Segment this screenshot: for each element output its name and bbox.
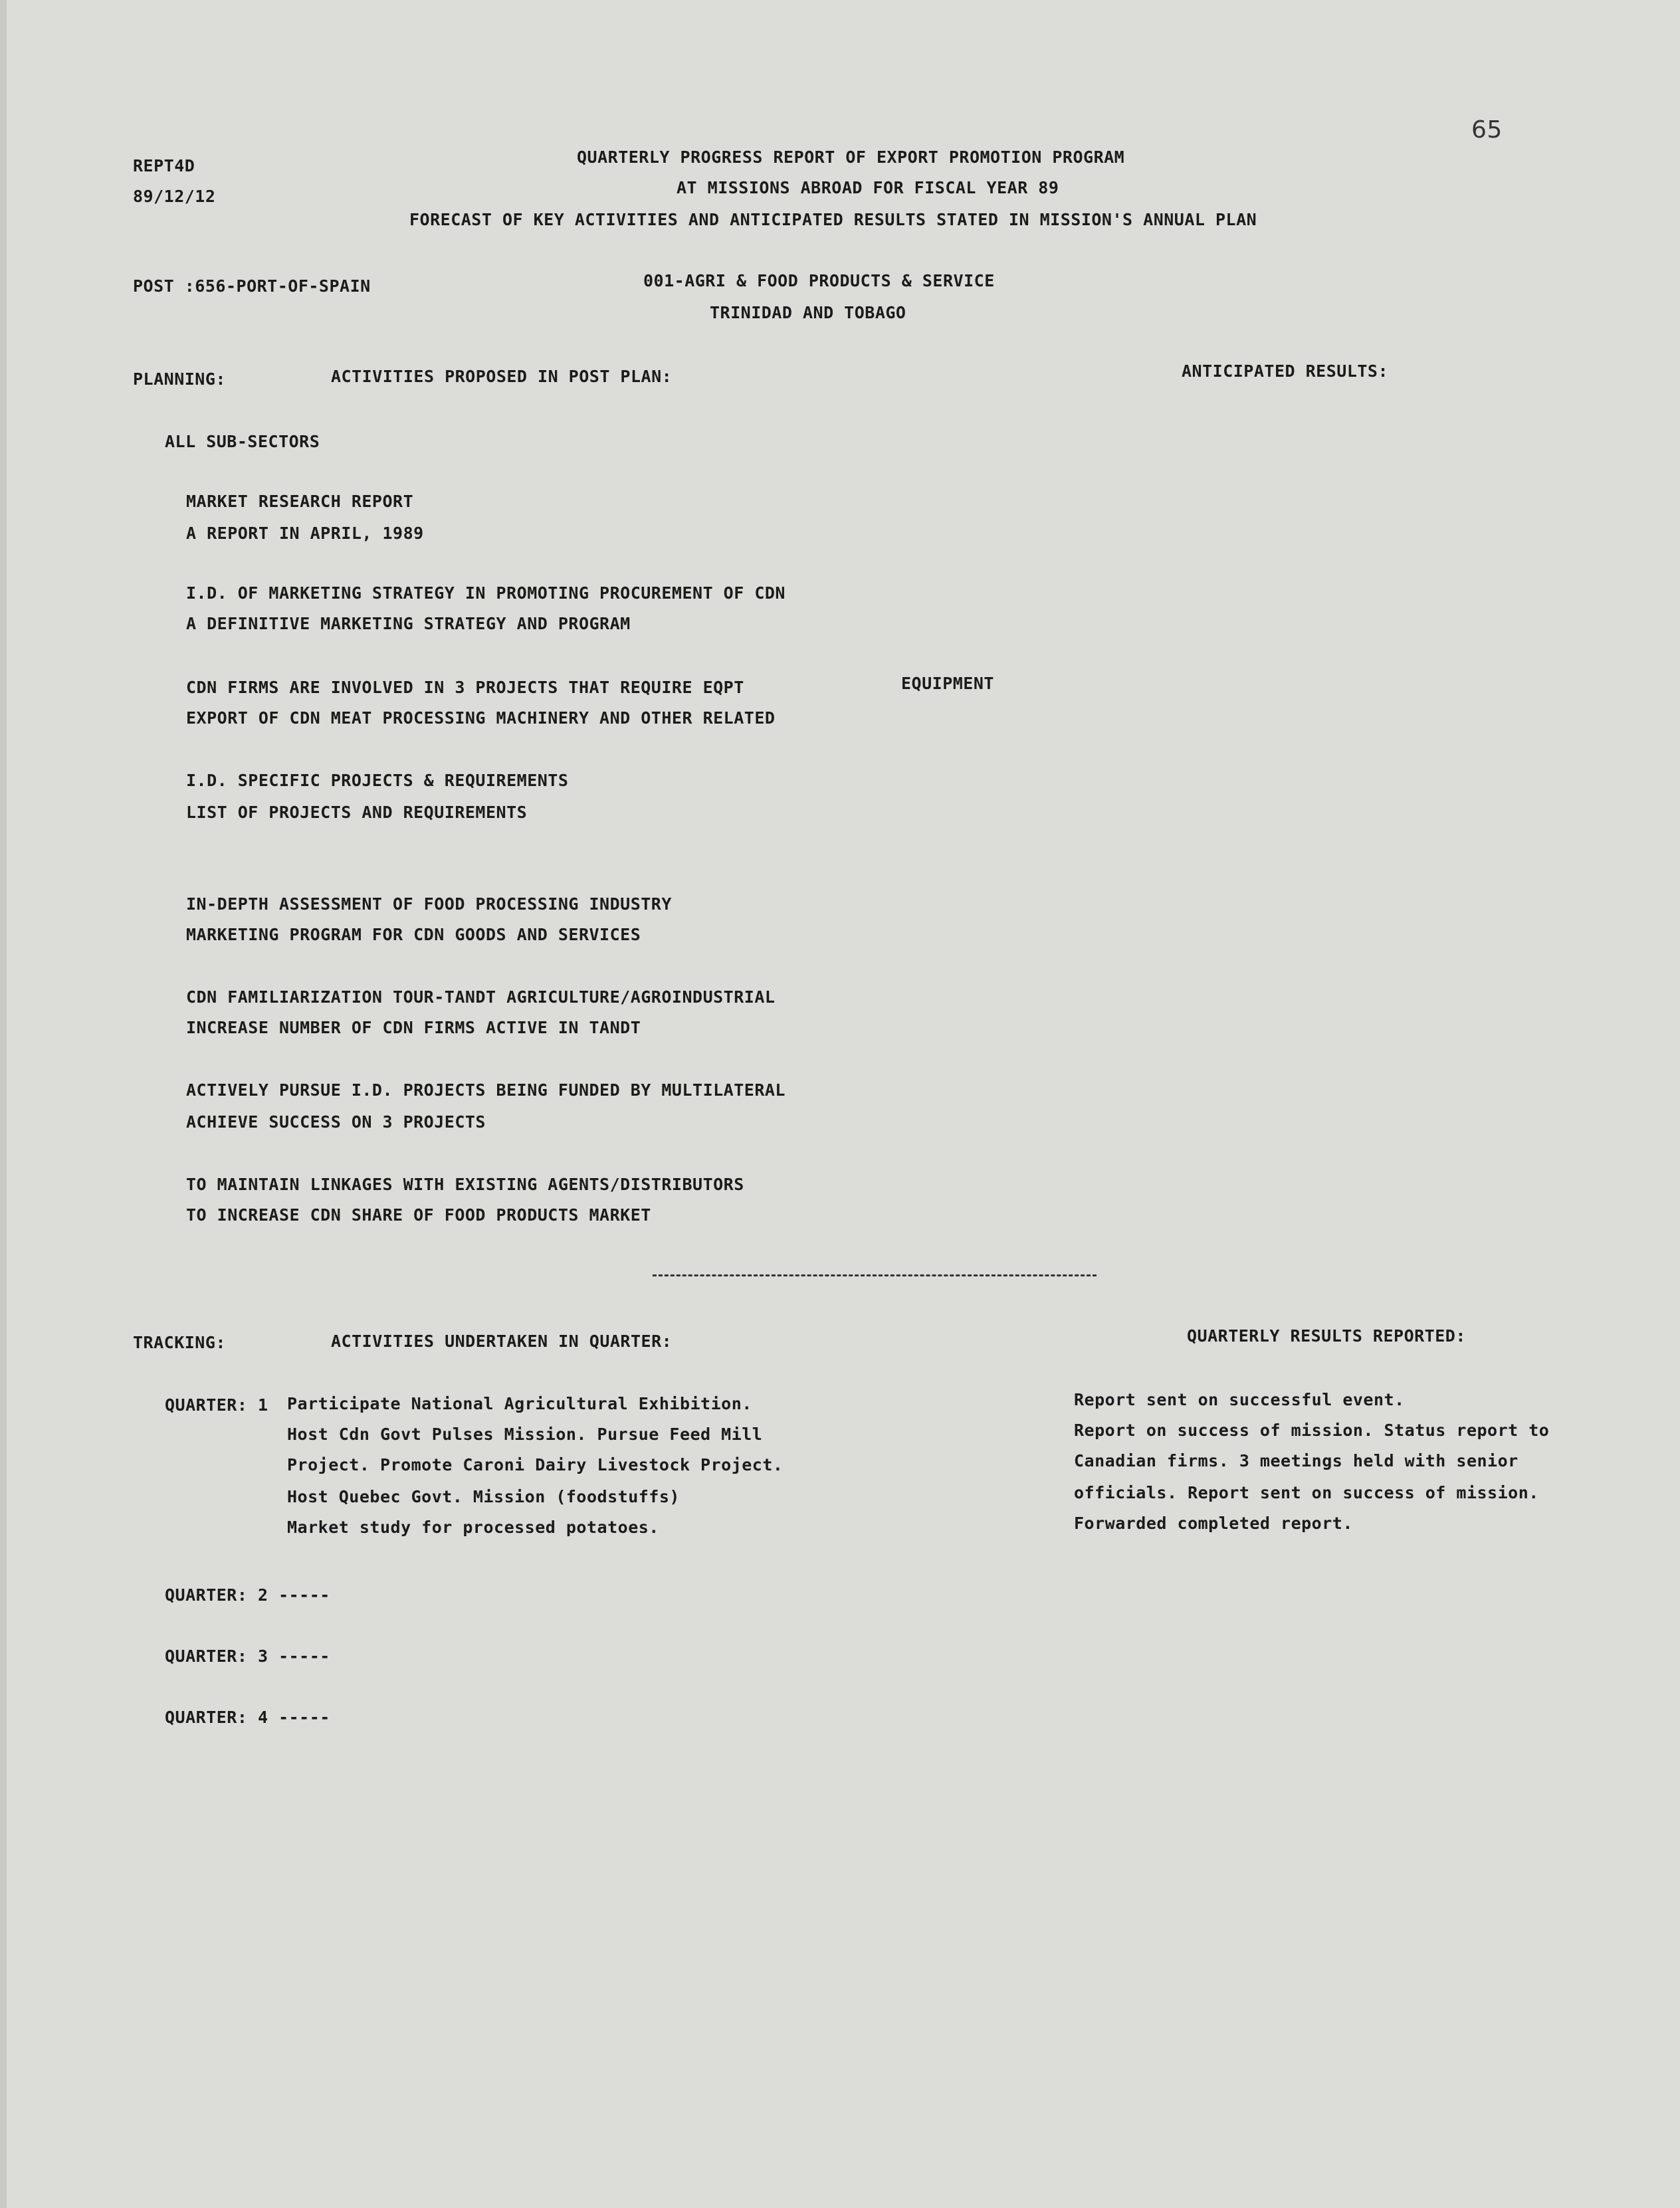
plan-item-3-extra: EQUIPMENT [901, 674, 994, 693]
plan-item-8-line2: TO INCREASE CDN SHARE OF FOOD PRODUCTS MARKET [186, 1205, 651, 1225]
quarterly-results-header: QUARTERLY RESULTS REPORTED: [1187, 1326, 1466, 1346]
plan-item-2-line1: I.D. OF MARKETING STRATEGY IN PROMOTING PROCUREMENT OF CDN [186, 583, 786, 603]
plan-item-4-line1: I.D. SPECIFIC PROJECTS & REQUIREMENTS [186, 771, 569, 790]
q1-activity-line: Host Cdn Govt Pulses Mission. Pursue Feed Mill [287, 1425, 763, 1444]
plan-item-7-line1: ACTIVELY PURSUE I.D. PROJECTS BEING FUNDED BY MULTILATERAL [186, 1080, 786, 1100]
page-edge [0, 0, 7, 2208]
title-line-2: AT MISSIONS ABROAD FOR FISCAL YEAR 89 [677, 178, 1059, 197]
q1-result-line: Canadian firms. 3 meetings held with senior [1074, 1451, 1519, 1470]
title-line-3: FORECAST OF KEY ACTIVITIES AND ANTICIPATED RESULTS STATED IN MISSION'S ANNUAL PLAN [409, 210, 1257, 229]
report-date: 89/12/12 [133, 187, 216, 206]
plan-item-3-line1: CDN FIRMS ARE INVOLVED IN 3 PROJECTS THAT REQUIRE EQPT [186, 678, 744, 697]
planning-activities-header: ACTIVITIES PROPOSED IN POST PLAN: [331, 367, 673, 386]
tracking-label: TRACKING: [133, 1333, 226, 1352]
quarter-1-label: QUARTER: 1 [165, 1395, 268, 1415]
section-divider [653, 1274, 1097, 1276]
q1-result-line: Forwarded completed report. [1074, 1514, 1353, 1533]
q1-activity-line: Participate National Agricultural Exhibition. [287, 1394, 752, 1413]
plan-item-2-line2: A DEFINITIVE MARKETING STRATEGY AND PROGRAM [186, 614, 631, 633]
q1-result-line: Report sent on successful event. [1074, 1390, 1405, 1409]
plan-item-1-line1: MARKET RESEARCH REPORT [186, 492, 414, 511]
report-id: REPT4D [133, 156, 195, 175]
plan-item-1-line2: A REPORT IN APRIL, 1989 [186, 524, 424, 543]
title-line-1: QUARTERLY PROGRESS REPORT OF EXPORT PROMOTION PROGRAM [577, 148, 1125, 167]
post-label: POST :656-PORT-OF-SPAIN [133, 276, 371, 296]
anticipated-results-header: ANTICIPATED RESULTS: [1182, 361, 1389, 381]
tracking-activities-header: ACTIVITIES UNDERTAKEN IN QUARTER: [331, 1332, 673, 1351]
q1-activity-line: Host Quebec Govt. Mission (foodstuffs) [287, 1487, 680, 1506]
plan-item-7-line2: ACHIEVE SUCCESS ON 3 PROJECTS [186, 1112, 486, 1132]
plan-item-6-line2: INCREASE NUMBER OF CDN FIRMS ACTIVE IN TANDT [186, 1018, 641, 1037]
quarter-2-label: QUARTER: 2 ----- [165, 1585, 330, 1605]
plan-item-5-line1: IN-DEPTH ASSESSMENT OF FOOD PROCESSING INDUSTRY [186, 894, 672, 914]
page-number: 65 [1471, 116, 1503, 144]
plan-item-8-line1: TO MAINTAIN LINKAGES WITH EXISTING AGENTS/DISTRIBUTORS [186, 1175, 744, 1194]
sub-sector-label: ALL SUB-SECTORS [165, 432, 320, 451]
country-label: TRINIDAD AND TOBAGO [710, 303, 906, 322]
q1-result-line: officials. Report sent on success of mission. [1074, 1483, 1539, 1502]
plan-item-3-line2: EXPORT OF CDN MEAT PROCESSING MACHINERY AND OTHER RELATED [186, 708, 776, 728]
quarter-4-label: QUARTER: 4 ----- [165, 1708, 330, 1727]
q1-activity-line: Project. Promote Caroni Dairy Livestock Project. [287, 1455, 784, 1474]
sector-label: 001-AGRI & FOOD PRODUCTS & SERVICE [643, 271, 995, 290]
q1-activity-line: Market study for processed potatoes. [287, 1518, 659, 1537]
plan-item-4-line2: LIST OF PROJECTS AND REQUIREMENTS [186, 803, 528, 822]
plan-item-6-line1: CDN FAMILIARIZATION TOUR-TANDT AGRICULTURE/AGROINDUSTRIAL [186, 987, 776, 1007]
planning-label: PLANNING: [133, 369, 226, 389]
plan-item-5-line2: MARKETING PROGRAM FOR CDN GOODS AND SERVICES [186, 925, 641, 944]
q1-result-line: Report on success of mission. Status report to [1074, 1421, 1550, 1440]
quarter-3-label: QUARTER: 3 ----- [165, 1647, 330, 1666]
